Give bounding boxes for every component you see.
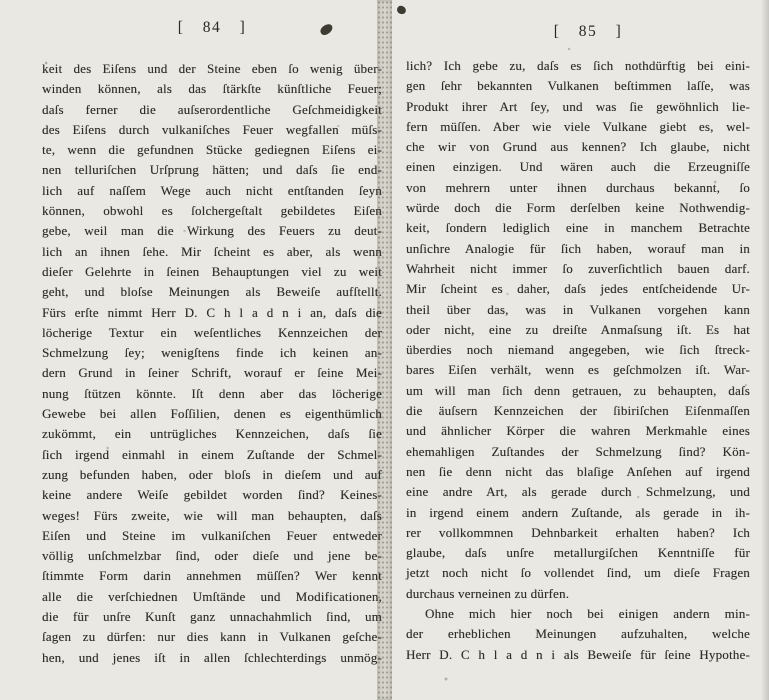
text-line: lich an ihnen ſehe. Mir ſcheint es aber, als wenn — [42, 243, 382, 259]
text-line: lich auf naſſem Wege auch nicht entſtanden ſeyn — [42, 182, 382, 198]
text-line: nung ſtützen könnte. Iſt denn aber das löcherige — [42, 385, 382, 401]
text-line: und ähnlicher Körper die wahren Merkmahle eines — [406, 423, 750, 439]
text-line: ehemahligen Zuſtandes der Schmelzung ſind? Kön- — [406, 443, 750, 459]
text-line: dern Grund in ſeiner Schrift, worauf er ſeine Mei- — [42, 365, 382, 381]
text-line: keine andere Weiſe gebildet worden ſind? Keines- — [42, 487, 382, 503]
text-line: fern müſſen. Aber wie viele Vulkane giebt es, wel- — [406, 118, 750, 134]
text-line: Schmelzung ſey; wenigſtens finde ich keinen an- — [42, 345, 382, 361]
text-line: geht, und bloſse Meinungen als Beweiſe aufſtellt. — [42, 284, 382, 300]
text-line: nen telluriſchen Urſprung hätten; und daſs ſie end- — [42, 162, 382, 178]
text-line: lich? Ich gebe zu, daſs es ſich nothdürftig bei eini- — [406, 58, 750, 73]
text-line: löcherige Textur ein weſentliches Kennzeichen der — [42, 324, 382, 340]
text-line: der erheblichen Meinungen aufzuhalten, welche — [406, 626, 750, 642]
page-85-text — [406, 56, 750, 665]
text-line: um will man ſich denn getrauen, zu behaupten, daſs — [406, 382, 750, 398]
text-line: von mehrern unter ihnen durchaus bekannt, ſo — [406, 179, 750, 195]
text-line: che wir von Grund aus kennen? Ich glaube, nicht — [406, 139, 750, 155]
text-line: rer vollkommnen Dehnbarkeit erhalten haben? Ich — [406, 524, 750, 540]
text-line: einen einzigen. Und wären auch die Erzeugniſſe — [406, 159, 750, 175]
text-line: überdies noch niemand angegeben, wie ſich ſtreck- — [406, 342, 750, 358]
text-line: theil über das, was in Vulkanen vorgehen kann — [406, 301, 750, 317]
text-line: Eiſen und Steine im vulkaniſchen Feuer entweder — [42, 527, 382, 543]
text-line: die für unſre Kunſt ganz unnachahmlich ſind, um — [42, 609, 382, 625]
text-line: keit des Eiſens und der Steine eben ſo wenig über- — [42, 61, 382, 76]
text-line: völlig unſchmelzbar ſind, oder dieſe und jene be- — [42, 548, 382, 564]
text-line: ſtimmte Form darin annehmen müſſen? Wer kennt — [42, 568, 382, 584]
text-line: ſagen zu dürfen: nur dies kann in Vulkanen geſche- — [42, 629, 382, 645]
page-84-text — [42, 59, 382, 668]
text-line: Gewebe bei allen Foſſilien, denen es eigenthümlich — [42, 406, 382, 422]
text-line: des Eiſens durch vulkaniſches Feuer wegfallen müſs- — [42, 121, 382, 137]
text-line: winden können, als das ſtärkſte künſtliche Feuer; — [42, 81, 382, 97]
text-line: ſich irgend einmahl in einem Zuſtande der Schmel- — [42, 446, 382, 462]
text-line: daſs ferner die auſserordentliche Geſchmeidigkeit — [42, 101, 382, 117]
text-line: nen ſie denn nicht das blaſige Anſehen auf irgend — [406, 463, 750, 479]
text-line: in irgend einem andern Zuſtande, als gerade in ih- — [406, 504, 750, 520]
text-line: dieſer Gelehrte in ſeinen Behauptungen viel zu weit — [42, 263, 382, 279]
page-85-number: [ 85 ] — [553, 23, 623, 40]
text-line: bares Eiſen verhält, wenn es geſchmolzen iſt. War- — [406, 362, 750, 378]
text-line: zung befunden haben, oder bloſs in dieſem und auf — [42, 466, 382, 482]
page-85 — [406, 0, 750, 700]
text-line: Herr D. C h l a d n i als Beweiſe für ſeine Hypothe- — [406, 646, 750, 662]
text-line: die äuſsern Kennzeichen der ſibiriſchen Eiſenmaſſen — [406, 403, 750, 419]
text-line: gen ſehr bekannten Vulkanen beſtimmen laſſe, was — [406, 78, 750, 94]
text-line: würde doch die Form derſelben keine Nothwendig- — [406, 200, 750, 216]
text-line: glaube, daſs unſre metallurgiſchen Kenntniſſe für — [406, 545, 750, 561]
text-line: durchaus verneinen zu dürfen. — [406, 585, 570, 601]
text-line: Produkt ihrer Art ſey, und was ſie gewöhnlich lie- — [406, 98, 750, 114]
page-84-number: [ 84 ] — [177, 19, 247, 36]
text-line: alle die verſchiednen Umſtände und Modificationen, — [42, 588, 382, 604]
text-line: eine andre Art, als gerade durch Schmelzung, und — [406, 484, 750, 500]
text-line: zukömmt, ein untrügliches Kennzeichen, daſs ſie — [42, 426, 382, 442]
text-line: te, wenn die gefundnen Stücke gediegnen Eiſens ei- — [42, 142, 382, 158]
text-line: hen, und jenes iſt in allen ſchlechterdings unmög- — [42, 649, 382, 665]
text-line: weges! Fürs zweite, wie will man behaupten, daſs — [42, 507, 382, 523]
text-line: unſichre Analogie für ſich haben, worauf man in — [406, 240, 750, 256]
text-line: können, obwohl es ſolchergeſtalt gebildetes Eiſen — [42, 203, 382, 219]
text-line: gebe, weil man die Wirkung des Feuers zu deut- — [42, 223, 382, 239]
page-84 — [42, 0, 382, 700]
text-line: Ohne mich hier noch bei einigen andern min- — [425, 606, 750, 622]
text-line: Mir ſcheint es daher, daſs jedes entſcheidende Ur- — [406, 281, 750, 297]
text-line: keit, ſondern lediglich eine in manchem Betrachte — [406, 220, 750, 236]
text-line: Fürs erſte nimmt Herr D. C h l a d n i an, daſs die — [42, 304, 382, 320]
text-line: oder nicht, eine zu dreiſte Anmaſsung iſt. Es hat — [406, 321, 750, 337]
text-line: Wahrheit nicht immer ſo zuverſichtlich bauen darf. — [406, 260, 750, 276]
text-line: jetzt noch nicht ſo vollendet ſind, um dieſe Fragen — [406, 565, 750, 581]
